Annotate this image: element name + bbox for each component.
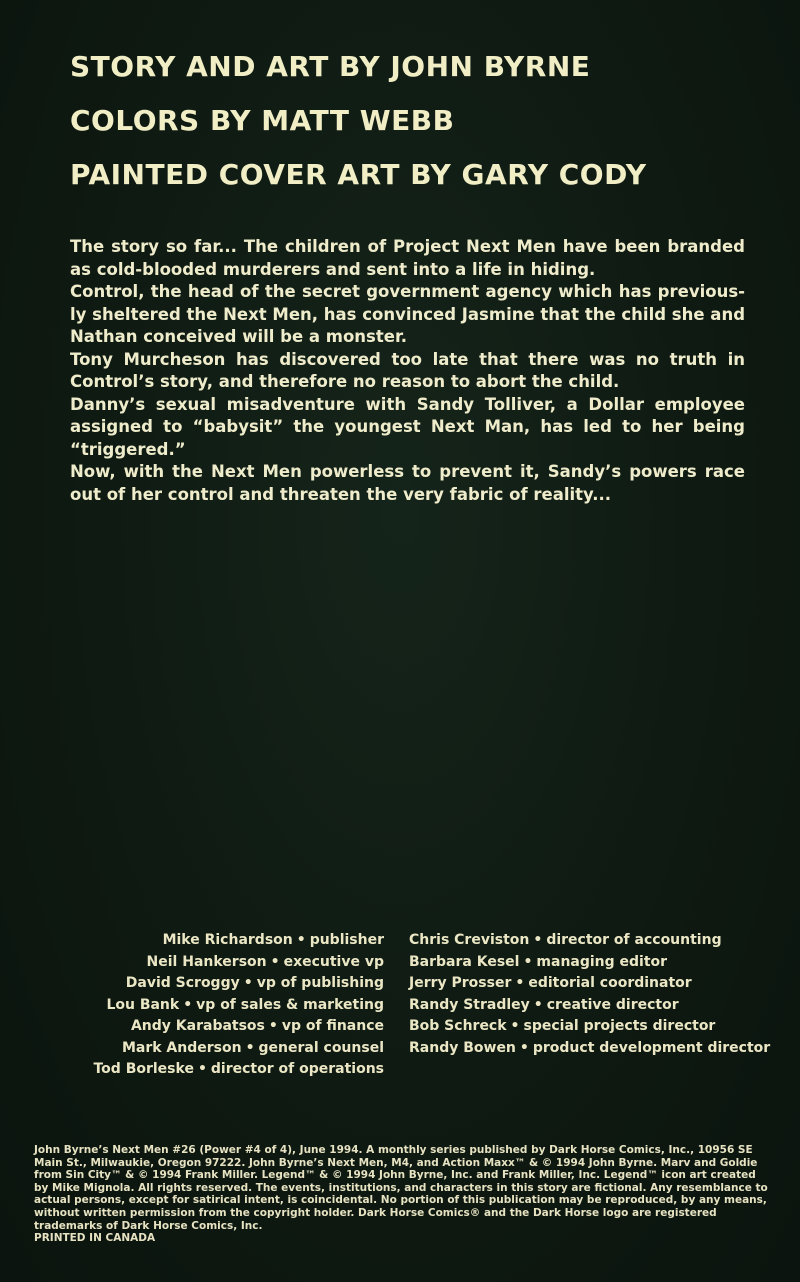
bullet-separator: • [515, 975, 525, 991]
credit-story-art: STORY AND ART BY JOHN BYRNE [70, 50, 591, 83]
staff-name: Andy Karabatsos [130, 1018, 265, 1034]
staff-name: Mark Anderson [121, 1039, 242, 1056]
publisher-staff-list [0, 930, 800, 1080]
staff-name: David Scroggy [125, 975, 240, 991]
staff-column-left [93, 930, 384, 1081]
legal-indicia [34, 1144, 768, 1245]
staff-entry [93, 1038, 384, 1060]
staff-role: director of accounting [546, 932, 722, 948]
staff-entry [93, 995, 384, 1017]
staff-name: Neil Hankerson [146, 953, 267, 970]
staff-name: Mike Richardson [162, 932, 293, 948]
summary-paragraph: Tony Murcheson has discovered too late that there was no truth in Control’s story, and therefore no reason to abort the child. [70, 349, 745, 391]
staff-entry [409, 973, 770, 995]
staff-role: publisher [309, 932, 384, 948]
staff-role: executive vp [283, 953, 384, 970]
staff-role: creative director [546, 996, 679, 1013]
bullet-separator: • [510, 1018, 520, 1034]
staff-entry [93, 930, 384, 952]
bullet-separator: • [523, 953, 533, 970]
staff-column-right [409, 930, 770, 1059]
bullet-separator: • [533, 932, 543, 948]
bullet-separator: • [519, 1039, 529, 1056]
summary-paragraph: The story so far... The children of Project Next Men have been branded as cold-blooded murderers and sent into a life in hiding. [70, 237, 745, 279]
staff-entry [409, 930, 770, 952]
bullet-separator: • [533, 996, 543, 1013]
staff-role: director of operations [210, 1061, 384, 1077]
staff-entry [93, 1016, 384, 1038]
credit-cover-art: PAINTED COVER ART BY GARY CODY [70, 158, 647, 191]
summary-paragraph: Danny’s sexual misadventure with Sandy Tolliver, a Dollar employee assigned to “babysit” the youngest Next Man, has led to her being “triggered.” [70, 394, 745, 459]
staff-name: Tod Borleske [93, 1061, 194, 1077]
staff-name: Bob Schreck [409, 1018, 507, 1034]
staff-entry [409, 952, 770, 974]
staff-role: general counsel [258, 1039, 384, 1056]
bullet-separator: • [268, 1018, 278, 1034]
bullet-separator: • [296, 932, 306, 948]
staff-role: vp of sales & marketing [196, 996, 384, 1013]
copyright-notice: John Byrne’s Next Men #26 (Power #4 of 4), June 1994. A monthly series published by Dark Horse Comics, Inc., 10956 SE Main St., Milwaukie, Oregon 97222. John Byrne’s Next Men, M4, and Action Maxx™ & © 1994 John Byrne. Marv and Goldie from Sin City™ & © 1994 Frank Miller. Legend™ & © 1994 John Byrne, Inc. and Frank Miller, Inc. Legend™ icon art created by Mike Mignola. All rights reserved. The events, institutions, and characters in this story are fictional. Any resemblance to actual persons, except for satirical intent, is coincidental. No portion of this publication may be reproduced, by any means, without written permission from the copyright holder. Dark Horse Comics® and the Dark Horse logo are registered trademarks of Dark Horse Comics, Inc. [34, 1144, 768, 1232]
credit-colors: COLORS BY MATT WEBB [70, 104, 455, 137]
bullet-separator: • [197, 1061, 207, 1077]
staff-role: vp of publishing [256, 975, 384, 991]
staff-role: product development director [532, 1039, 771, 1056]
staff-entry [93, 1059, 384, 1081]
staff-role: vp of finance [281, 1018, 384, 1034]
staff-name: Randy Bowen [409, 1039, 516, 1056]
printed-in-notice: PRINTED IN CANADA [34, 1232, 156, 1245]
creator-credits [70, 40, 770, 202]
staff-name: Lou Bank [106, 996, 180, 1013]
staff-entry [93, 952, 384, 974]
bullet-separator: • [245, 1039, 255, 1056]
staff-entry [93, 973, 384, 995]
staff-name: Chris Creviston [409, 932, 530, 948]
staff-role: managing editor [536, 953, 668, 970]
staff-role: editorial coordinator [528, 975, 692, 991]
story-summary [70, 236, 745, 506]
staff-entry [409, 1038, 770, 1060]
staff-entry [409, 995, 770, 1017]
staff-entry [409, 1016, 770, 1038]
bullet-separator: • [243, 975, 253, 991]
summary-paragraph: Control, the head of the secret government agency which has previous-ly sheltered the Next Men, has convinced Jasmine that the child she and Nathan conceived will be a monster. [70, 282, 745, 346]
staff-role: special projects director [523, 1018, 716, 1034]
staff-name: Randy Stradley [409, 996, 530, 1013]
staff-name: Barbara Kesel [409, 953, 520, 970]
bullet-separator: • [183, 996, 193, 1013]
staff-name: Jerry Prosser [409, 975, 512, 991]
bullet-separator: • [270, 953, 280, 970]
summary-paragraph: Now, with the Next Men powerless to prevent it, Sandy’s powers race out of her control and threaten the very fabric of reality... [70, 462, 745, 504]
